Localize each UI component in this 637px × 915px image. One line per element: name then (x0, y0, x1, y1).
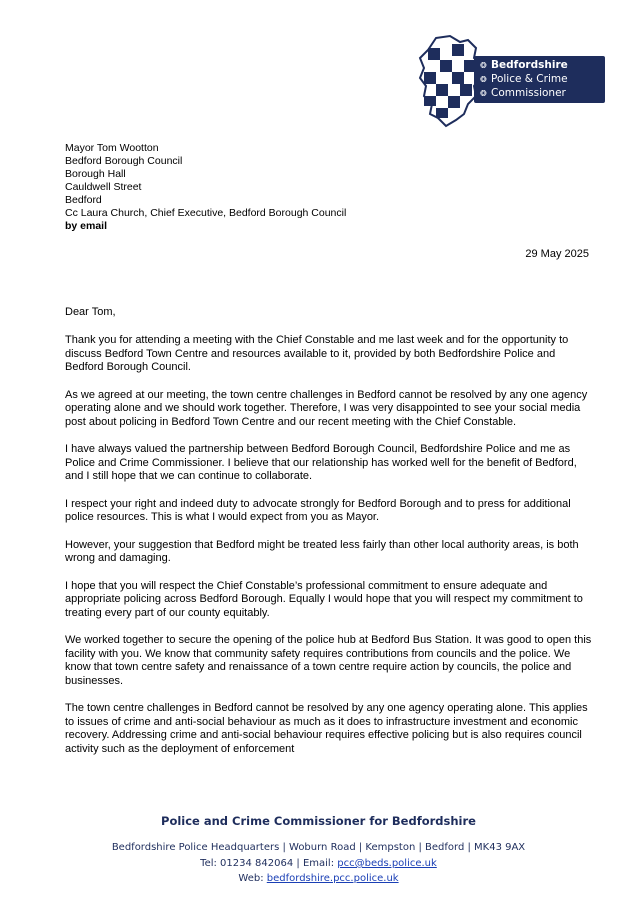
crest-icon: ❂ (480, 75, 487, 84)
letter-date: 29 May 2025 (525, 248, 589, 260)
body-paragraph: As we agreed at our meeting, the town centre challenges in Bedford cannot be resolved by any one agency operating alone and we should work together. Therefore, I was very disappointed to see your social media post about policing in Bedford Town Centre and our recent meeting with the Chief Constable. (65, 388, 588, 428)
delivery-method: by email (65, 220, 108, 232)
email-link[interactable]: pcc@beds.police.uk (337, 858, 437, 869)
recipient-address (65, 142, 346, 233)
footer-contact (0, 858, 637, 869)
logo-line-1: Bedfordshire (491, 59, 568, 71)
web-link[interactable]: bedfordshire.pcc.police.uk (266, 873, 399, 884)
address-line: Bedford (65, 194, 102, 206)
body-paragraph: I respect your right and indeed duty to advocate strongly for Bedford Borough and to press for additional police resources. This is what I would expect from you as Mayor. (65, 497, 571, 523)
letter-body (65, 334, 595, 770)
body-paragraph: I hope that you will respect the Chief Constable’s professional commitment to ensure adequate and appropriate policing across Bedford Borough. Equally I would hope that you will respect my commitment to treating every part of our county equitably. (65, 579, 583, 619)
footer-web-label: Web: (238, 873, 267, 884)
footer-web (0, 873, 637, 884)
logo-wordmark (474, 56, 605, 103)
body-paragraph: However, your suggestion that Bedford might be treated less fairly than other local authority areas, is both wrong and damaging. (65, 538, 579, 564)
footer-title: Police and Crime Commissioner for Bedfordshire (161, 814, 476, 828)
crest-icon: ❂ (480, 61, 487, 70)
crest-icon: ❂ (480, 89, 487, 98)
body-paragraph: We worked together to secure the opening of the police hub at Bedford Bus Station. It was good to open this facility with you. We know that community safety requires contributions from councils and the police. We know that town centre safety and renaissance of a town centre require action by councils, the police and businesses. (65, 634, 592, 687)
address-line: Cc Laura Church, Chief Executive, Bedford Borough Council (65, 207, 347, 219)
footer-tel: Tel: 01234 842064 | Email: (200, 858, 338, 869)
address-line: Cauldwell Street (65, 181, 142, 193)
body-paragraph: I have always valued the partnership between Bedford Borough Council, Bedfordshire Police and me as Police and Crime Commissioner. I believe that our relationship has worked well for the benefit of Bedford, and I still hope that we can continue to collaborate. (65, 443, 577, 482)
salutation: Dear Tom, (65, 306, 116, 318)
footer-address: Bedfordshire Police Headquarters | Woburn Road | Kempston | Bedford | MK43 9AX (111, 842, 526, 853)
pcc-logo (416, 34, 592, 128)
address-line: Bedford Borough Council (65, 155, 183, 167)
body-paragraph: The town centre challenges in Bedford cannot be resolved by any one agency operating alone. This applies to issues of crime and anti-social behaviour as much as it does to infrastructure investment and economic recovery. Addressing crime and anti-social behaviour requires effective policing but is also requires council activity such as the deployment of enforcement (65, 702, 588, 755)
address-line: Mayor Tom Wootton (65, 142, 159, 154)
logo-line-2: Police & Crime (491, 73, 568, 85)
logo-line-3: Commissioner (491, 87, 566, 99)
address-line: Borough Hall (65, 168, 126, 180)
body-paragraph: Thank you for attending a meeting with the Chief Constable and me last week and for the opportunity to discuss Bedford Town Centre and resources available to it, provided by both Bedfordshire Police and Bedford Borough Council. (65, 334, 569, 373)
